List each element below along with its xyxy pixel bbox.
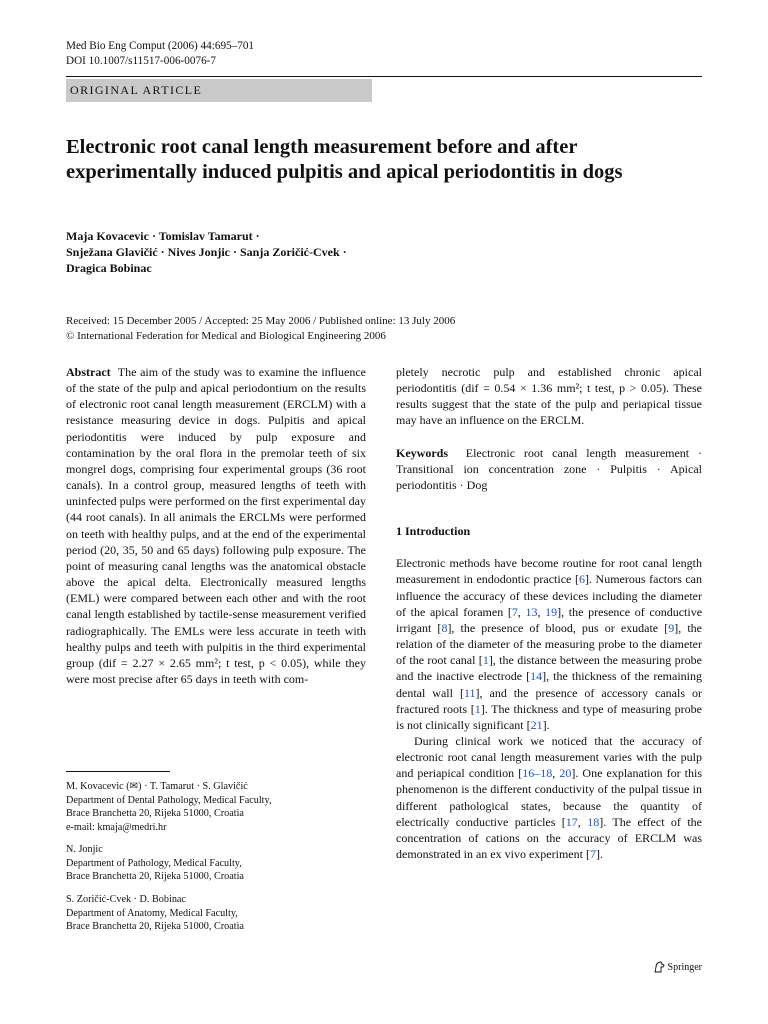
journal-header <box>66 39 254 69</box>
affiliation-names: M. Kovacevic (✉) · T. Tamarut · S. Glavičić <box>66 781 248 792</box>
citation-link[interactable]: 20 <box>559 766 572 781</box>
affiliation-line: Brace Branchetta 20, Rijeka 51000, Croatia <box>66 921 244 933</box>
affiliation-line: Brace Branchetta 20, Rijeka 51000, Croatia <box>66 808 244 820</box>
citation-link[interactable]: 9 <box>668 620 675 635</box>
section-heading-introduction: 1 Introduction <box>396 524 471 539</box>
article-title: Electronic root canal length measurement before and after experimentally induced pulpitis and apical periodontitis in dogs <box>66 136 623 183</box>
right-column <box>396 364 702 862</box>
affiliation-line: Department of Dental Pathology, Medical Faculty, <box>66 794 272 806</box>
keywords-text: Electronic root canal length measurement · Transitional ion concentration zone · Pulpitis · Apical periodontitis · Dog <box>396 445 703 492</box>
author-line: Maja Kovacevic · Tomislav Tamarut · <box>66 229 260 243</box>
citation-link[interactable]: 11 <box>463 685 476 700</box>
copyright-line: © International Federation for Medical and Biological Engineering 2006 <box>66 329 386 342</box>
publication-dates <box>66 314 455 343</box>
citation-link[interactable]: 18 <box>587 814 600 829</box>
affiliation-line: Department of Anatomy, Medical Faculty, <box>66 907 238 919</box>
left-column <box>66 364 366 687</box>
journal-doi: DOI 10.1007/s11517-006-0076-7 <box>66 55 216 67</box>
citation-link[interactable]: 1 <box>474 701 481 716</box>
affiliation-names: N. Jonjic <box>66 844 103 855</box>
springer-horse-icon <box>653 961 665 973</box>
abstract-heading: Abstract <box>66 365 111 379</box>
affiliation-line: Brace Branchetta 20, Rijeka 51000, Croatia <box>66 871 244 883</box>
publisher-logo <box>653 961 702 973</box>
publisher-name: Springer <box>667 961 702 973</box>
introduction-paragraph: During clinical work we noticed that the accuracy of electronic root canal length measurement varies with the pulp and periapical condition [16–18, 20]. One explanation for this phenomenon is the different conductivity of the pulpal tissue in different pathological states, because the quantity of electrically conductive particles [17, 18]. The effect of the concentration of cations on the accuracy of ERCLM was demonstrated in an ex vivo experiment [7]. <box>396 733 702 862</box>
affiliation-1 <box>66 780 366 834</box>
journal-citation: Med Bio Eng Comput (2006) 44:695–701 <box>66 40 255 52</box>
introduction-paragraph: Electronic methods have become routine for root canal length measurement in endodontic practice [6]. Numerous factors can influence the accuracy of these devices including the diameter of the apical foramen [7, 13, 19], the presence of conductive irrigant [8], the presence of blood, pus or exudate [9], the relation of the diameter of the measuring probe to the diameter of the root canal [1], the distance between the measuring probe and the inactive electrode [14], the thickness of the remaining dental wall [11], and the presence of accessory canals or fractured roots [1]. The thickness and type of measuring probe is not clinically significant [21]. <box>396 556 703 732</box>
abstract <box>66 364 366 687</box>
email-link[interactable]: e-mail: kmaja@medri.hr <box>66 821 167 833</box>
citation-link[interactable]: 16–18 <box>522 766 553 781</box>
keywords <box>396 445 702 493</box>
citation-link[interactable]: 7 <box>511 604 518 619</box>
citation-link[interactable]: 14 <box>530 669 543 684</box>
article-type-label: ORIGINAL ARTICLE <box>66 79 372 102</box>
dates-line: Received: 15 December 2005 / Accepted: 25 May 2006 / Published online: 13 July 2006 <box>66 315 456 327</box>
citation-link[interactable]: 7 <box>589 847 596 862</box>
affiliation-2 <box>66 843 366 884</box>
citation-link[interactable]: 21 <box>530 717 543 732</box>
citation-link[interactable]: 1 <box>482 653 489 668</box>
citation-link[interactable]: 6 <box>578 572 585 587</box>
author-list <box>66 228 586 276</box>
citation-link[interactable]: 13 <box>525 604 538 619</box>
citation-link[interactable]: 19 <box>545 604 558 619</box>
author-line: Dragica Bobinac <box>66 261 152 275</box>
header-rule <box>66 76 702 77</box>
citation-link[interactable]: 8 <box>441 620 448 635</box>
keywords-heading: Keywords <box>396 445 448 460</box>
citation-link[interactable]: 17 <box>565 814 578 829</box>
affiliation-3 <box>66 893 366 934</box>
affiliation-names: S. Zoričić-Cvek · D. Bobinac <box>66 894 186 905</box>
abstract-continuation: pletely necrotic pulp and established chronic apical periodontitis (dif = 0.54 × 1.36 mm²; t test, p > 0.05). These results suggest that the state of the pulp and periapical tissue may have an influence on the ERCLM. <box>396 365 702 428</box>
author-line: Snježana Glavičić · Nives Jonjic · Sanja Zoričić-Cvek · <box>66 245 347 259</box>
footnote-rule <box>66 771 170 772</box>
abstract-text: The aim of the study was to examine the influence of the state of the pulp and apical periodontium on the results of electronic root canal length measurement (ERCLM) with a resistance measuring device in dogs. Pulpitis and apical periodontitis were induced by pulp exposure and contamination by the oral flora in the premolar teeth of six mongrel dogs, comprising four experimental groups (36 root canals). In a control group, measured lengths of teeth with uninfected pulps were performed on the first experimental day (44 root canals). In all animals the ERCLMs were performed on teeth with healthy pulps, and at the end of the experimental period (20, 35, 50 and 65 days) following pulp exposure. The point of measuring canal lengths was the anatomical obstacle above the apical delta. Electronically measured lengths (EML) were compared between each other and with the root canal length established by tactile-sense measurement verified radiographically. The EMLs were less accurate in teeth with healthy pulps and teeth with pulpitis in the third experimental group (dif = 2.27 × 2.65 mm²; t test, p < 0.05), while they were most precise after 65 days in teeth with com- <box>66 365 366 686</box>
affiliation-line: Department of Pathology, Medical Faculty, <box>66 857 242 869</box>
